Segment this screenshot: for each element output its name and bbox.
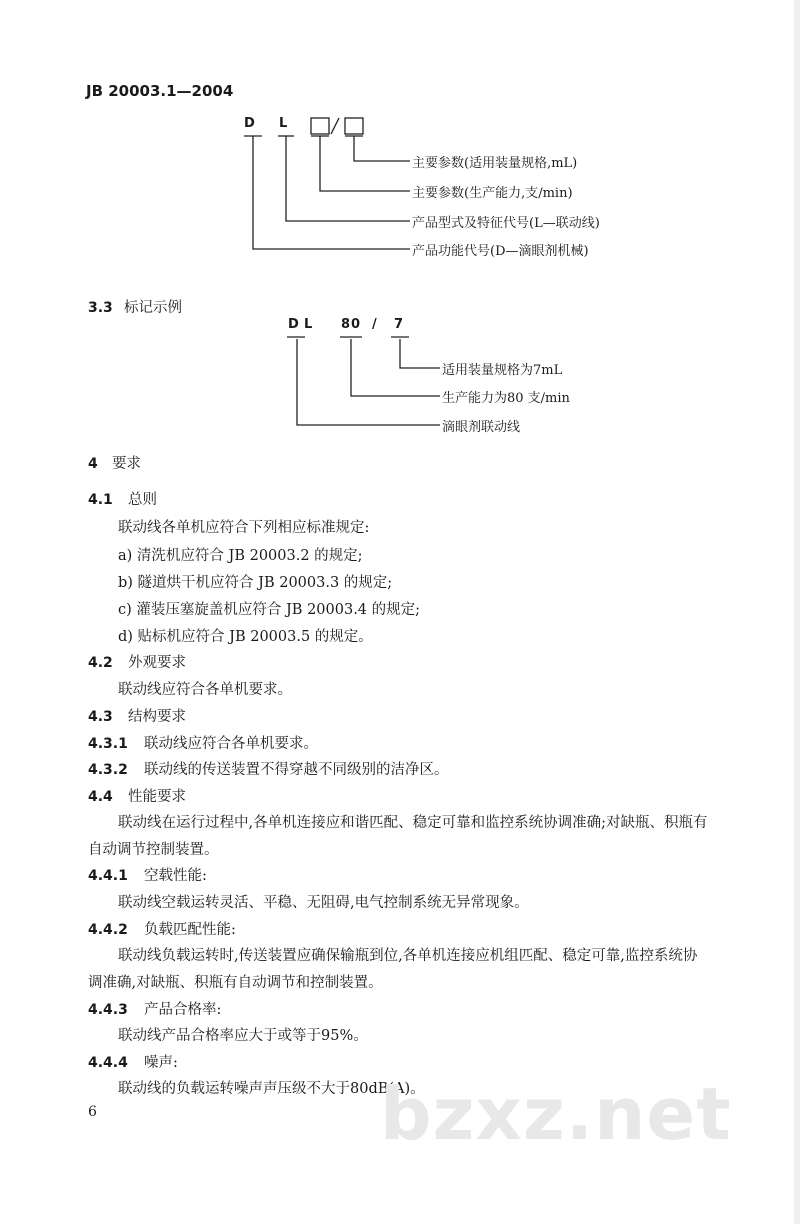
- section-4-heading: [88, 452, 141, 473]
- list-item: c) 灌装压塞旋盖机应符合 JB 20003.4 的规定;: [118, 602, 421, 618]
- section-3-3-heading: [88, 296, 182, 317]
- section-title: 产品合格率:: [144, 1002, 222, 1018]
- code-label-function: 产品功能代号(D—滴眼剂机械): [412, 244, 589, 259]
- section-4-4-3-body: 联动线产品合格率应大于或等于95%。: [118, 1028, 368, 1044]
- section-number: 4: [88, 456, 98, 472]
- section-title: 性能要求: [128, 789, 186, 805]
- section-number: 4.3.2: [88, 762, 128, 778]
- code-label-capacity: 主要参数(生产能力,支/min): [412, 186, 573, 201]
- section-4-4-1-heading: [88, 864, 207, 885]
- example-code-7: 7: [394, 317, 405, 332]
- page-edge: [794, 0, 800, 1224]
- section-number: 4.2: [88, 655, 113, 671]
- section-title: 要求: [112, 456, 141, 472]
- section-4-2-heading: [88, 651, 186, 672]
- section-title: 外观要求: [128, 655, 186, 671]
- section-4-4-1-body: 联动线空载运转灵活、平稳、无阻碍,电气控制系统无异常现象。: [118, 895, 529, 911]
- section-4-2-body: 联动线应符合各单机要求。: [118, 682, 292, 698]
- section-title: 结构要求: [128, 709, 186, 725]
- section-title: 负载匹配性能:: [144, 922, 236, 938]
- section-4-4-4-heading: [88, 1051, 178, 1072]
- section-4-4-2-body-line: 调准确,对缺瓶、积瓶有自动调节和控制装置。: [88, 975, 383, 991]
- example-label-product: 滴眼剂联动线: [442, 420, 521, 435]
- section-4-4-3-heading: [88, 998, 221, 1019]
- code-letter-d: D: [244, 116, 256, 131]
- section-4-4-2-heading: [88, 918, 236, 939]
- section-number: 4.4.3: [88, 1002, 128, 1018]
- section-4-4-body-line: 自动调节控制装置。: [88, 842, 219, 858]
- section-number: 4.3: [88, 709, 113, 725]
- section-title: 总则: [128, 492, 157, 508]
- section-number: 4.4.4: [88, 1055, 128, 1071]
- code-label-type: 产品型式及特征代号(L—联动线): [412, 216, 600, 231]
- section-4-4-2-body-line: 联动线负载运转时,传送装置应确保输瓶到位,各单机连接应机组匹配、稳定可靠,监控系统协: [118, 948, 698, 964]
- section-text: 联动线的传送装置不得穿越不同级别的洁净区。: [144, 762, 449, 778]
- section-4-4-4-body: 联动线的负载运转噪声声压级不大于80dB(A)。: [118, 1081, 425, 1097]
- example-code-l: L: [304, 317, 314, 332]
- list-item: b) 隧道烘干机应符合 JB 20003.3 的规定;: [118, 575, 393, 591]
- document-number: JB 20003.1—2004: [86, 82, 234, 100]
- list-item: a) 清洗机应符合 JB 20003.2 的规定;: [118, 548, 363, 564]
- section-title: 噪声:: [144, 1055, 178, 1071]
- section-4-3-heading: [88, 705, 186, 726]
- section-4-3-2: [88, 758, 449, 779]
- section-text: 联动线应符合各单机要求。: [144, 736, 318, 752]
- section-number: 4.4.2: [88, 922, 128, 938]
- page-number: 6: [88, 1104, 97, 1120]
- section-number: 3.3: [88, 300, 113, 316]
- section-number: 4.4.1: [88, 868, 128, 884]
- example-code-80: 80: [341, 317, 362, 332]
- list-item: d) 贴标机应符合 JB 20003.5 的规定。: [118, 629, 373, 645]
- section-4-1-intro: 联动线各单机应符合下列相应标准规定:: [118, 520, 370, 536]
- section-4-3-1: [88, 732, 318, 753]
- section-number: 4.4: [88, 789, 113, 805]
- section-number: 4.3.1: [88, 736, 128, 752]
- section-number: 4.1: [88, 492, 113, 508]
- watermark: bzxz.net: [380, 1072, 732, 1156]
- example-code-slash: /: [372, 317, 378, 332]
- code-label-volume: 主要参数(适用装量规格,mL): [412, 156, 578, 171]
- example-label-capacity: 生产能力为80 支/min: [442, 391, 570, 406]
- section-4-4-body-line: 联动线在运行过程中,各单机连接应和谐匹配、稳定可靠和监控系统协调准确;对缺瓶、积瓶有: [118, 815, 708, 831]
- example-label-volume: 适用装量规格为7mL: [442, 363, 563, 378]
- section-title: 标记示例: [124, 300, 182, 316]
- code-letter-l: L: [279, 116, 289, 131]
- section-4-1-heading: [88, 488, 157, 509]
- section-title: 空载性能:: [144, 868, 207, 884]
- example-code-d: D: [288, 317, 300, 332]
- section-4-4-heading: [88, 785, 186, 806]
